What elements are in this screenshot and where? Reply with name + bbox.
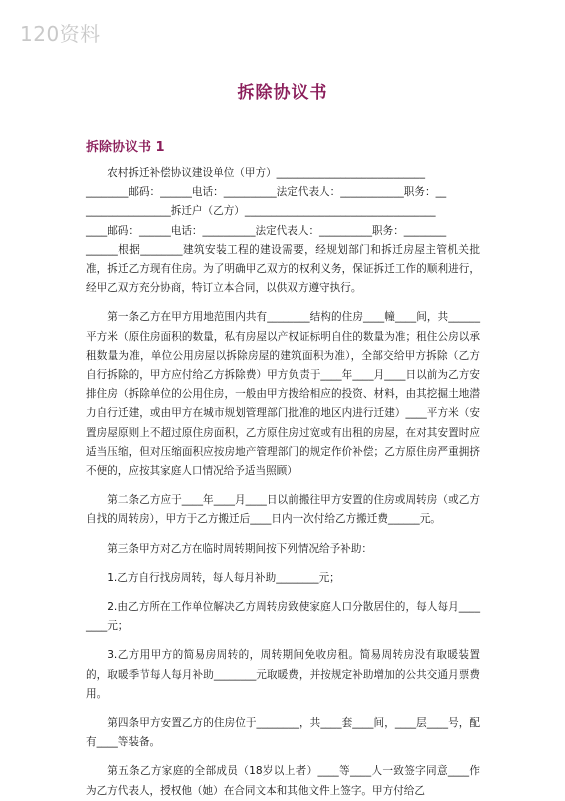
paragraph-parties-header: 农村拆迁补偿协议建设单位（甲方）____________________________ bbox=[107, 167, 425, 179]
paragraph-article-3: 第三条甲方对乙方在临时周转期间按下列情况给予补助： bbox=[107, 542, 373, 555]
paragraph-article-2: 第二条乙方应于____年____月____日以前搬往甲方安置的住房或周转房（或乙方自找的周转房），甲方于乙方搬迁后____日内一次付给乙方搬迁费______元。 bbox=[86, 494, 480, 526]
paragraph-article-3-item-2: 2.由乙方所在工作单位解决乙方周转房致使家庭人口分散居住的，每人每月________元； bbox=[86, 601, 480, 633]
document-title: 拆除协议书 bbox=[237, 83, 328, 103]
document-body bbox=[86, 164, 480, 801]
paragraph-article-3-item-1: 1.乙方自行找房周转，每人每月补助________元； bbox=[107, 571, 340, 584]
paragraph-preamble: ______根据________建筑安装工程的建设需要，经规划部门和拆迁房屋主管机关批准，拆迁乙方现有住房。为了明确甲乙双方的权利义务，保证拆迁工作的顺利进行，经甲乙双方充分协商，特订立本合同，以供双方遵守执行。 bbox=[86, 243, 480, 295]
paragraph-article-5: 第五条乙方家庭的全部成员（18岁以上者）____等____人一致签字同意____作为乙方代表人，授权他（她）在合同文本和其他文件上签字。甲方付给乙 bbox=[86, 765, 480, 797]
paragraph-party-b-header: ________________拆迁户（乙方）____________________________________ bbox=[86, 205, 436, 218]
paragraph-article-1: 第一条乙方在甲方用地范围内共有________结构的住房____幢____间，共______平方米（原住房面积的数量，私有房屋以产权证标明自住的数量为准；租住公房以承租数量为准，单位公用房屋以拆除房屋的建筑面积为准），全部交给甲方拆除（乙方自行拆除的，甲方应付给乙方拆除费）甲方负责于____年____月____日以前为乙方安排住房（拆除单位的公用住房，一般由甲方拨给相应的投资、材料，由其挖掘土地潜力自行迁建，或由甲方在城市规划管理部门批准的地区内进行迁建）____平方米（安置房屋原则上不超过原住房面积，乙方原住房过宽或有出租的房屋，在对其安置时应适当压缩，但对压缩面积应按房地产管理部门的规定作价补偿；乙方原住房严重拥挤不便的，应按其家庭人口情况给予适当照顾） bbox=[86, 311, 480, 478]
paragraph-article-4: 第四条甲方安置乙方的住房位于________，共____套____间，____层____号，配有____等装备。 bbox=[86, 717, 480, 749]
watermark-text: 120资料 bbox=[20, 22, 101, 46]
section-heading: 拆除协议书 1 bbox=[86, 140, 165, 155]
paragraph-article-3-item-3: 3.乙方用甲方的简易房周转的，周转期间免收房租。简易周转房没有取暖装置的，取暖季节每人每月补助________元取暖费，并按规定补助增加的公共交通月票费用。 bbox=[86, 649, 480, 700]
paragraph-party-b-contact: ____邮码：______电话：__________法定代表人：__________职务：________ bbox=[86, 224, 447, 237]
paragraph-party-a-contact: ________邮码：______电话：__________法定代表人：____________职务：__ bbox=[86, 186, 447, 199]
